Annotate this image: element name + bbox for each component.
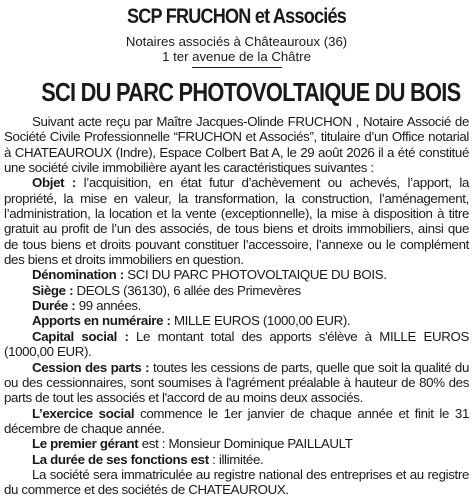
duree-label: Durée : — [32, 298, 76, 314]
paragraph-denomination — [4, 267, 469, 282]
apports-text: MILLE EUROS (1000,00 EUR). — [170, 313, 351, 329]
paragraph-siege — [4, 283, 469, 298]
notice-body — [4, 114, 469, 498]
siege-label: Siège : — [32, 282, 74, 298]
paragraph-duree — [4, 298, 469, 313]
header-divider — [192, 67, 282, 68]
paragraph-immatriculation: La société sera immatriculée au registre national des entreprises et au registre du commerce et des sociétés de CHATEAUROUX. — [4, 466, 469, 498]
objet-text: l’acquisition, en état futur d’achèvement ou achevés, l’apport, la propriété, la mise en valeur, la transformation, la construction, l’aménagement, l’administration, la location et la vente (exceptionnelle), la mise à disposition à titre gratuit au profit de l’un des associés, de tous biens et droits immobiliers, ainsi que de tous biens et droits pouvant constituer l’accessoire, l’annexe ou le complément des biens et droits immobiliers en question. — [4, 175, 469, 268]
siege-text: DEOLS (36130), 6 allée des Primevères — [73, 282, 301, 298]
exercice-text: commence le 1er janvier de chaque année et finit le 31 décembre de chaque année. — [4, 405, 470, 436]
capital-label: Capital social : — [32, 328, 129, 344]
gerant-label: Le premier gérant — [32, 436, 139, 452]
apports-label: Apports en numéraire : — [32, 313, 171, 329]
notice-title: SCI DU PARC PHOTOVOLTAIQUE DU BOIS — [41, 77, 461, 107]
paragraph-fonctions — [4, 452, 469, 467]
capital-text: Le montant total des apports s'élève à MILLE EUROS (1000,00 EUR). — [4, 328, 470, 360]
cession-label: Cession des parts : — [32, 359, 150, 375]
paragraph-cession — [4, 360, 469, 406]
firm-address-line-2: 1 ter avenue de la Châtre — [162, 49, 311, 64]
exercice-label: L’exercice social — [32, 405, 135, 421]
gerant-text: est : Monsieur Dominique PAILLAULT — [138, 436, 353, 452]
paragraph-capital — [4, 329, 469, 360]
duree-text: 99 années. — [75, 298, 142, 314]
denomination-text: SCI DU PARC PHOTOVOLTAIQUE DU BOIS. — [123, 267, 387, 283]
paragraph-objet — [4, 175, 469, 267]
cession-text: toutes les cessions de parts, quelle que soit la qualité du ou des cessionnaires, sont soumises à l'agrément préalable à hauteur de 80% des parts de tout les associés et l'accord de au moins deux associés. — [4, 359, 470, 406]
paragraph-intro: Suivant acte reçu par Maître Jacques-Olinde FRUCHON , Notaire Associé de Société Civile Professionnelle “FRUCHON et Associés”, titulaire d’un Office notarial à CHATEAUROUX (Indre), Espace Colbert Bat A, le 29 août 2026 il a été constitué une société civile immobilière ayant les caractéristiques suivantes : — [4, 114, 469, 176]
firm-address-line-1: Notaires associés à Châteauroux (36) — [125, 34, 348, 49]
denomination-label: Dénomination : — [32, 267, 124, 283]
paragraph-exercice — [4, 406, 469, 437]
firm-name: SCP FRUCHON et Associés — [126, 5, 347, 28]
fonctions-label: La durée de ses fonctions est — [32, 451, 209, 467]
objet-label: Objet : — [32, 175, 76, 191]
fonctions-text: : illimitée. — [208, 451, 264, 467]
paragraph-apports — [4, 313, 469, 328]
paragraph-gerant — [4, 436, 469, 451]
